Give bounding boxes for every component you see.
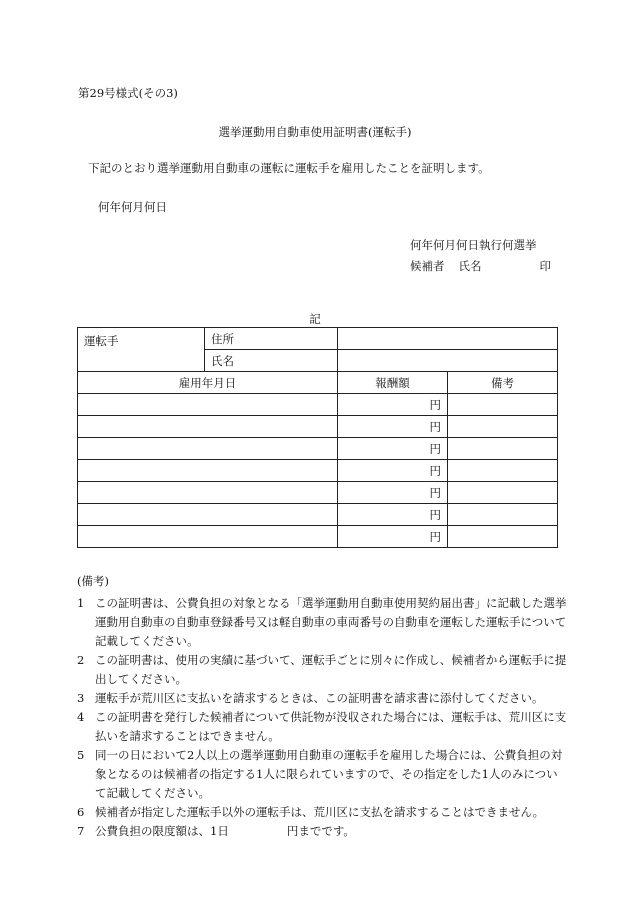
fee-cell: 円 <box>338 504 448 526</box>
table-row <box>78 394 558 416</box>
employment-date-cell <box>78 416 338 438</box>
note-text <box>95 822 567 841</box>
note-item-1 <box>77 594 567 651</box>
note-number: 3 <box>77 691 85 705</box>
limit-text-after: 円までです。 <box>286 824 355 838</box>
election-name <box>410 235 551 256</box>
candidate-name-label: 氏名 <box>458 259 482 273</box>
note-item-5 <box>77 746 567 803</box>
notes-cell <box>448 482 558 504</box>
note-number: 1 <box>77 596 85 610</box>
header-row <box>78 372 558 394</box>
address-label-cell: 住所 <box>205 328 338 350</box>
limit-text-before: 公費負担の限度額は、1日 <box>95 824 229 838</box>
issuer-block <box>410 235 551 277</box>
note-item-3 <box>77 689 567 708</box>
form-number: 第29号様式(その3) <box>78 86 178 100</box>
notes-cell <box>448 394 558 416</box>
driver-label-cell: 運転手 <box>78 328 205 372</box>
table-row <box>78 460 558 482</box>
date-line: 何年何月何日 <box>98 200 167 214</box>
note-text: この証明書を発行した候補者について供託物が没収された場合には、運転手は、荒川区に支払いを請求することはできません。 <box>95 710 567 743</box>
candidate-label: 候補者 <box>410 259 445 273</box>
fee-cell: 円 <box>338 460 448 482</box>
document-title: 選挙運動用自動車使用証明書(運転手) <box>218 125 412 139</box>
note-text: 運転手が荒川区に支払いを請求するときは、この証明書を請求書に添付してください。 <box>95 691 544 705</box>
note-item-2 <box>77 651 567 689</box>
driver-record-table <box>77 327 558 548</box>
notes-heading: (備考) <box>77 574 109 588</box>
header-notes: 備考 <box>448 372 558 394</box>
fee-cell: 円 <box>338 482 448 504</box>
seal-mark: 印 <box>539 259 551 273</box>
note-text: この証明書は、公費負担の対象となる「選挙運動用自動車使用契約届出書」に記載した選挙運動用自動車の自動車登録番号又は軽自動車の車両番号の自動車を運転した運転手について記載してください。 <box>95 596 567 648</box>
fee-cell: 円 <box>338 394 448 416</box>
notes-cell <box>448 438 558 460</box>
employment-date-cell <box>78 482 338 504</box>
employment-date-cell <box>78 526 338 548</box>
note-item-6 <box>77 803 567 822</box>
table-row <box>78 526 558 548</box>
table-row <box>78 504 558 526</box>
note-number: 5 <box>77 748 85 762</box>
note-item-7 <box>77 822 567 841</box>
notes-cell <box>448 416 558 438</box>
note-text: 同一の日において2人以上の選挙運動用自動車の運転手を雇用した場合には、公費負担の対象となるのは候補者の指定する1人に限られていますので、その指定をした1人のみについて記載してください。 <box>95 748 563 800</box>
notes-cell <box>448 504 558 526</box>
table-row <box>78 482 558 504</box>
ki-label: 記 <box>309 312 321 326</box>
table-row <box>78 416 558 438</box>
note-number: 4 <box>77 710 85 724</box>
notes-cell <box>448 460 558 482</box>
fee-cell: 円 <box>338 416 448 438</box>
address-value-cell <box>338 328 558 350</box>
table-row <box>78 438 558 460</box>
address-row <box>78 328 558 350</box>
candidate-line <box>410 256 551 277</box>
fee-cell: 円 <box>338 526 448 548</box>
employment-date-cell <box>78 438 338 460</box>
employment-date-cell <box>78 460 338 482</box>
fee-cell: 円 <box>338 438 448 460</box>
note-number: 2 <box>77 653 85 667</box>
name-value-cell <box>338 350 558 372</box>
employment-date-cell <box>78 504 338 526</box>
note-text: 候補者が指定した運転手以外の運転手は、荒川区に支払を請求することはできません。 <box>95 805 545 819</box>
employment-date-cell <box>78 394 338 416</box>
header-fee: 報酬額 <box>338 372 448 394</box>
note-text: この証明書は、使用の実績に基づいて、運転手ごとに別々に作成し、候補者から運転手に提出してください。 <box>95 653 567 686</box>
notes-cell <box>448 526 558 548</box>
notes-section <box>77 573 567 841</box>
certification-statement: 下記のとおり選挙運動用自動車の運転に運転手を雇用したことを証明します。 <box>88 161 490 175</box>
header-employment-date: 雇用年月日 <box>78 372 338 394</box>
election-text: 何年何月何日執行何選挙 <box>410 238 537 252</box>
name-label-cell: 氏名 <box>205 350 338 372</box>
note-item-4 <box>77 708 567 746</box>
note-number: 7 <box>77 824 85 838</box>
note-number: 6 <box>77 805 85 819</box>
